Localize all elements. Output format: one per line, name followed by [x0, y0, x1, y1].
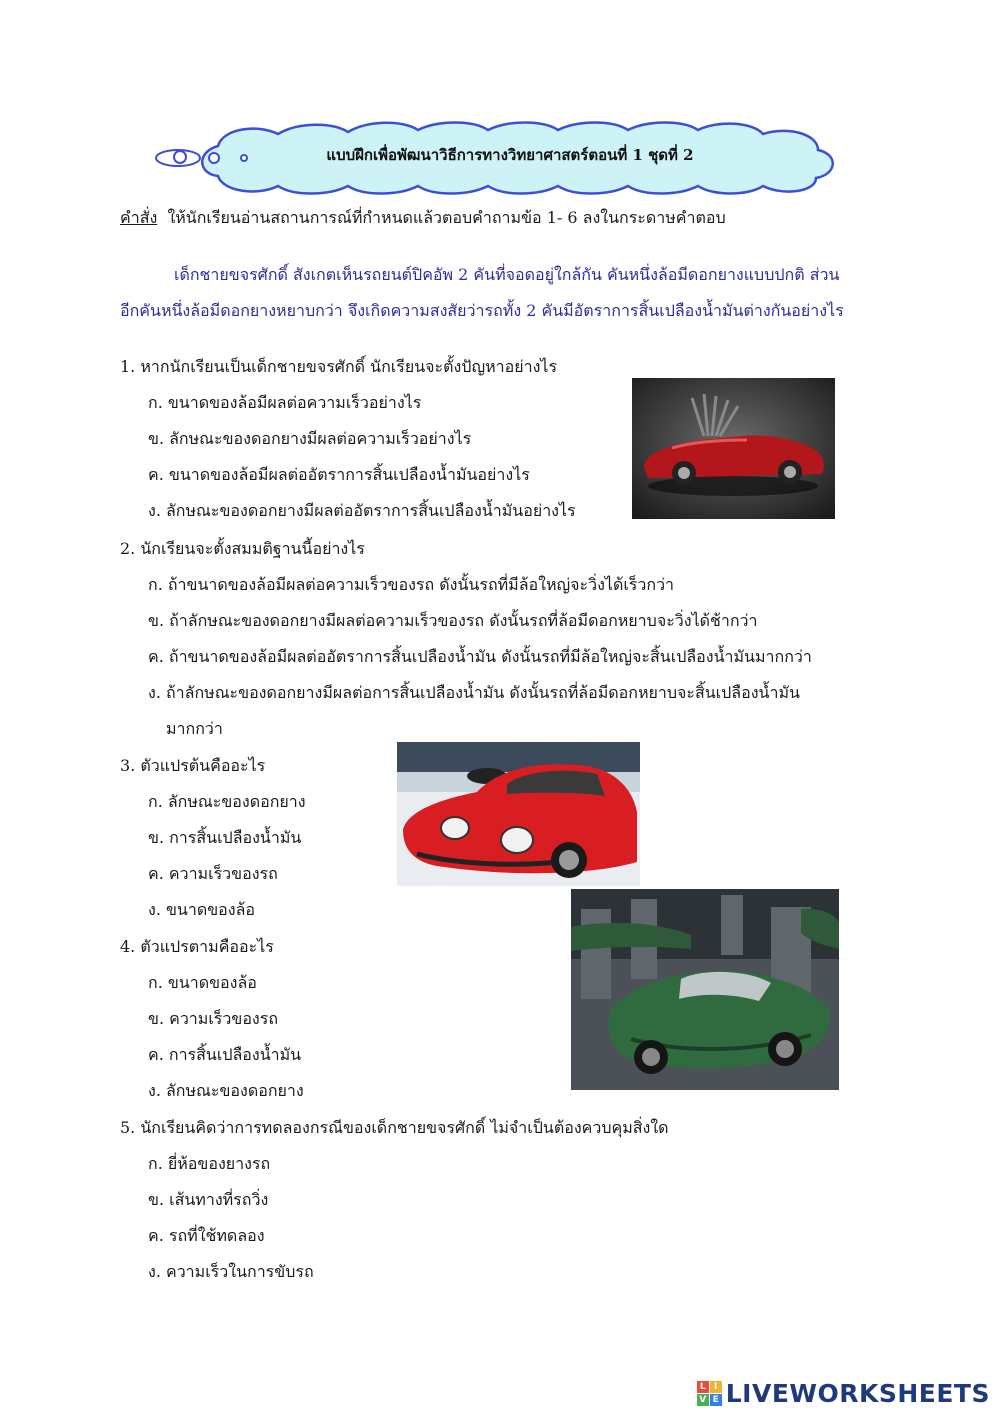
question-3-option-b[interactable]: ข. การสิ้นเปลืองน้ำมัน: [148, 828, 302, 847]
question-4-option-b[interactable]: ข. ความเร็วของรถ: [148, 1009, 279, 1028]
liveworksheets-logo-mark: [697, 1381, 722, 1406]
logo-mark-i: I: [710, 1381, 722, 1393]
question-2-option-b[interactable]: ข. ถ้าลักษณะของดอกยางมีผลต่อความเร็วของรถ ดังนั้นรถที่ล้อมีดอกหยาบจะวิ่งได้ช้ากว่า: [148, 611, 758, 630]
question-4-option-d[interactable]: ง. ลักษณะของดอกยาง: [148, 1081, 304, 1100]
question-2-option-c[interactable]: ค. ถ้าขนาดของล้อมีผลต่ออัตราการสิ้นเปลืองน้ำมัน ดังนั้นรถที่มีล้อใหญ่จะสิ้นเปลืองน้ำมันมากกว่า: [148, 647, 812, 666]
liveworksheets-logo-text: LIVEWORKSHEETS: [725, 1378, 990, 1408]
question-4-option-a[interactable]: ก. ขนาดของล้อ: [148, 973, 257, 992]
logo-mark-v: V: [697, 1394, 709, 1406]
question-2-option-a[interactable]: ก. ถ้าขนาดของล้อมีผลต่อความเร็วของรถ ดังนั้นรถที่มีล้อใหญ่จะวิ่งได้เร็วกว่า: [148, 575, 675, 594]
scenario-line-1: เด็กชายขจรศักดิ์ สังเกตเห็นรถยนต์ปิคอัพ 2 คันที่จอดอยู่ใกล้กัน คันหนึ่งล้อมีดอกยางแบบปกติ ส่วน: [174, 265, 840, 284]
red-coupe-car-image: [397, 742, 640, 886]
question-5-option-b[interactable]: ข. เส้นทางที่รถวิ่ง: [148, 1190, 269, 1209]
question-3-option-d[interactable]: ง. ขนาดของล้อ: [148, 900, 256, 919]
question-4: 4. ตัวแปรตามคืออะไร: [120, 937, 274, 956]
question-2-option-d-continuation: มากกว่า: [166, 719, 223, 738]
logo-mark-l: L: [697, 1381, 709, 1393]
question-3: 3. ตัวแปรต้นคืออะไร: [120, 756, 266, 775]
question-2-option-d[interactable]: ง. ถ้าลักษณะของดอกยางมีผลต่อการสิ้นเปลืองน้ำมัน ดังนั้นรถที่ล้อมีดอกหยาบจะสิ้นเปลืองน้ำมัน: [148, 683, 800, 702]
instruction-text: ให้นักเรียนอ่านสถานการณ์ที่กำหนดแล้วตอบคำถามข้อ 1- 6 ลงในกระดาษคำตอบ: [167, 208, 726, 227]
question-1: 1. หากนักเรียนเป็นเด็กชายขจรศักดิ์ นักเรียนจะตั้งปัญหาอย่างไร: [120, 357, 558, 376]
scenario-line-2: อีกคันหนึ่งล้อมีดอกยางหยาบกว่า จึงเกิดความสงสัยว่ารถทั้ง 2 คันมีอัตราการสิ้นเปลืองน้ำมันต่างกันอย่างไร: [120, 301, 844, 320]
question-1-option-d[interactable]: ง. ลักษณะของดอกยางมีผลต่ออัตราการสิ้นเปลืองน้ำมันอย่างไร: [148, 501, 576, 520]
question-5-option-a[interactable]: ก. ยี่ห้อของยางรถ: [148, 1154, 271, 1173]
question-5-option-c[interactable]: ค. รถที่ใช้ทดลอง: [148, 1226, 265, 1245]
question-1-option-c[interactable]: ค. ขนาดของล้อมีผลต่ออัตราการสิ้นเปลืองน้ำมันอย่างไร: [148, 465, 530, 484]
question-2: 2. นักเรียนจะตั้งสมมติฐานนี้อย่างไร: [120, 539, 365, 558]
question-1-option-a[interactable]: ก. ขนาดของล้อมีผลต่อความเร็วอย่างไร: [148, 393, 422, 412]
question-3-option-c[interactable]: ค. ความเร็วของรถ: [148, 864, 278, 883]
instruction: [120, 206, 726, 231]
liveworksheets-logo: [697, 1378, 990, 1408]
question-5-option-d[interactable]: ง. ความเร็วในการขับรถ: [148, 1262, 314, 1281]
logo-mark-e: E: [710, 1394, 722, 1406]
instruction-label: คำสั่ง: [120, 208, 158, 227]
green-sports-car-image: [571, 889, 839, 1090]
question-1-option-b[interactable]: ข. ลักษณะของดอกยางมีผลต่อความเร็วอย่างไร: [148, 429, 472, 448]
red-convertible-car-image: [632, 378, 835, 519]
question-3-option-a[interactable]: ก. ลักษณะของดอกยาง: [148, 792, 306, 811]
worksheet-title: แบบฝึกเพื่อพัฒนาวิธีการทางวิทยาศาสตร์ตอนที่ 1 ชุดที่ 2: [326, 146, 694, 164]
question-5: 5. นักเรียนคิดว่าการทดลองกรณีของเด็กชายขจรศักดิ์ ไม่จำเป็นต้องควบคุมสิ่งใด: [120, 1118, 669, 1137]
question-4-option-c[interactable]: ค. การสิ้นเปลืองน้ำมัน: [148, 1045, 302, 1064]
